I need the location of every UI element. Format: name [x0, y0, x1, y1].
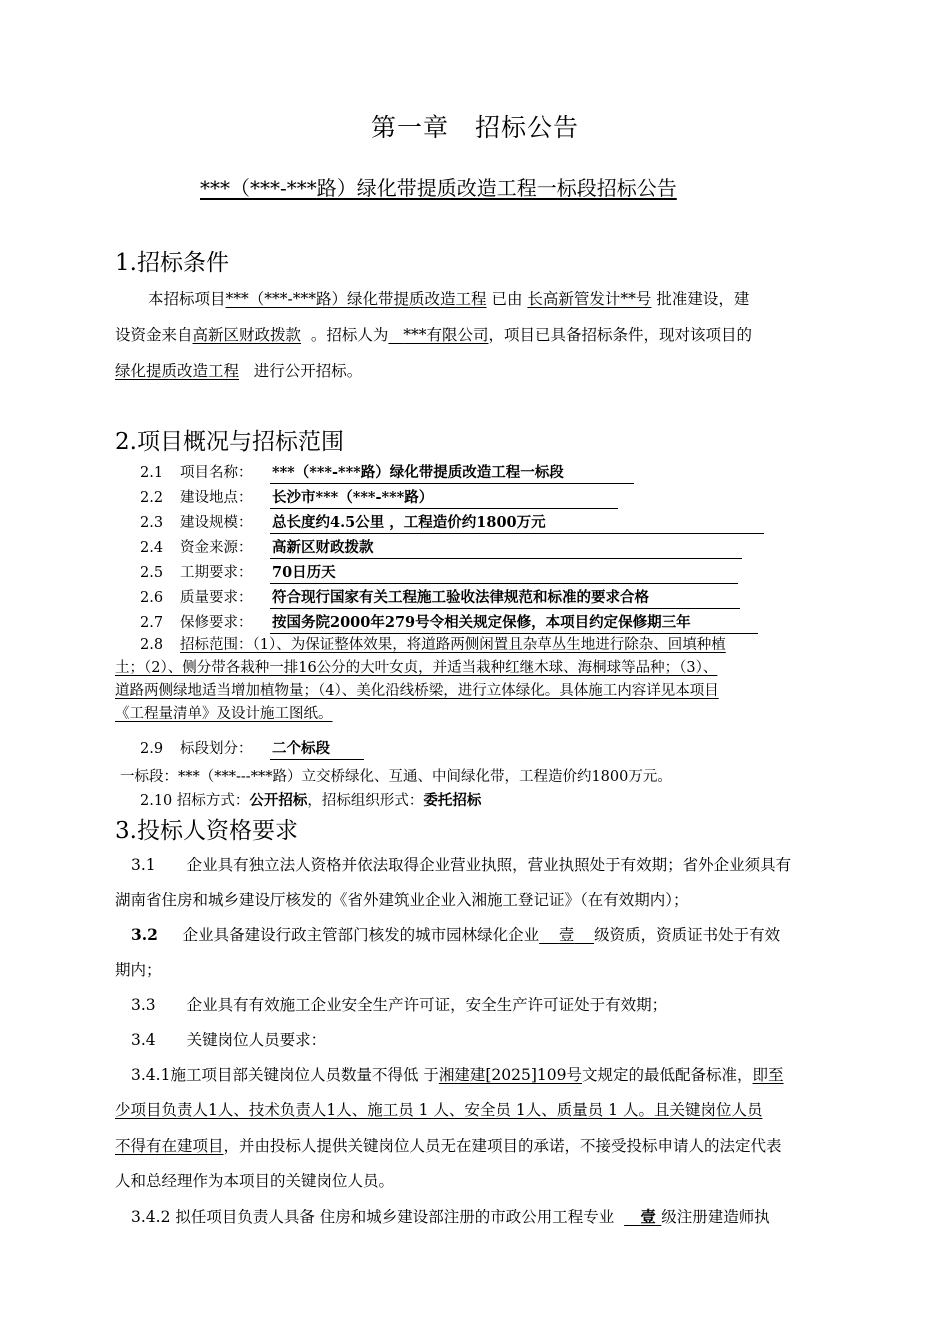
- qualification-3-4-1-line-3: 不得有在建项目，并由投标人提供关键岗位人员无在建项目的承诺，不接受投标申请人的法定代表: [115, 1137, 782, 1155]
- section-1-heading: 1.招标条件: [115, 250, 229, 276]
- bidding-method: 2.10 招标方式：公开招标，招标组织形式：委托招标: [140, 792, 482, 809]
- overview-value: 符合现行国家有关工程施工验收法律规范和标准的要求合格: [270, 589, 740, 609]
- lot-detail: 一标段：***（***---***路）立交桥绿化、互通、中间绿化带，工程造价约1800万元。: [120, 769, 672, 785]
- overview-item: 2.1 项目名称： ***（***-***路）绿化带提质改造工程一标段: [140, 461, 634, 484]
- approval-number-fill: 长高新管发计**号: [527, 290, 652, 308]
- scope-fill: 绿化提质改造工程: [115, 362, 240, 380]
- builder-grade-fill: 壹: [640, 1207, 656, 1226]
- document-title: ***（***-***路）绿化带提质改造工程一标段招标公告: [200, 176, 677, 200]
- project-name-fill: ***（***-***路）绿化带提质改造工程: [225, 290, 487, 308]
- overview-item: 2.3 建设规模： 总长度约4.5公里 ，工程造价约1800万元: [140, 511, 764, 534]
- overview-item: 2.2 建设地点： 长沙市***（***-***路）: [140, 486, 618, 509]
- qualification-3-4-1-line-2: 少项目负责人1人、技术负责人1人、施工员 1 人、安全员 1人、质量员 1 人。且关键岗位人员: [115, 1101, 763, 1119]
- qualification-3-1-line-1: 3.1 企业具有独立法人资格并依法取得企业营业执照，营业执照处于有效期；省外企业须具有: [131, 856, 792, 874]
- overview-value: 70日历天: [270, 564, 738, 584]
- lot-value: 二个标段: [270, 740, 364, 760]
- section-3-heading: 3.投标人资格要求: [115, 818, 298, 844]
- overview-value: 高新区财政拨款: [270, 539, 742, 559]
- qualification-grade-fill: 壹: [558, 926, 575, 944]
- qualification-3-4-2-line-1: 3.4.2 拟任项目负责人具备 住房和城乡建设部注册的市政公用工程专业 壹 级注册建造师执: [131, 1207, 770, 1226]
- overview-item: 2.4 资金来源： 高新区财政拨款: [140, 536, 742, 559]
- section-2-heading: 2.项目概况与招标范围: [115, 429, 344, 455]
- chapter-title: 第一章 招标公告: [370, 113, 579, 142]
- overview-item: 2.7 保修要求： 按国务院2000年279号令相关规定保修，本项目约定保修期三年: [140, 611, 758, 634]
- tenderer-fill: ***有限公司: [403, 326, 489, 344]
- qualification-3-4-1-line-1: 3.4.1施工项目部关键岗位人员数量不得低 于湘建建[2025]109号文规定的最低配备标准，即至: [131, 1066, 784, 1084]
- overview-value: ***（***-***路）绿化带提质改造工程一标段: [270, 464, 634, 484]
- fund-source-fill: 高新区财政拨款: [192, 326, 302, 344]
- qualification-3-1-line-2: 湖南省住房和城乡建设厅核发的《省外建筑业企业入湘施工登记证》（在有效期内）；: [115, 891, 689, 909]
- overview-value: 按国务院2000年279号令相关规定保修，本项目约定保修期三年: [270, 614, 758, 634]
- lot-division: 2.9 标段划分： 二个标段: [140, 737, 364, 760]
- overview-item: 2.5 工期要求： 70日历天: [140, 561, 738, 584]
- section-1-line-2: 设资金来自高新区财政拨款 。招标人为 ***有限公司，项目已具备招标条件，现对该项目的: [115, 326, 752, 344]
- section-1-line-1: 本招标项目***（***-***路）绿化带提质改造工程 已由 长高新管发计**号 批准建设，建: [148, 290, 750, 308]
- qualification-3-4-1-line-4: 人和总经理作为本项目的关键岗位人员。: [115, 1172, 395, 1190]
- qualification-3-2-line-1: 3.2 企业具备建设行政主管部门核发的城市园林绿化企业 壹 级资质，资质证书处于有效: [131, 925, 781, 944]
- section-1-line-3: 绿化提质改造工程 进行公开招标。: [115, 362, 363, 380]
- overview-value: 总长度约4.5公里 ，工程造价约1800万元: [270, 514, 764, 534]
- overview-value: 长沙市***（***-***路）: [270, 489, 618, 509]
- qualification-3-3: 3.3 企业具有有效施工企业安全生产许可证，安全生产许可证处于有效期；: [131, 996, 668, 1014]
- bidding-scope: 2.8 招标范围：（1）、为保证整体效果，将道路两侧闲置且杂草丛生地进行除杂、回填种植 土；（2）、侧分带各栽种一排16公分的大叶女贞，并适当栽种红继木球、海桐球等品种；（3）、 道路两侧绿地适当增加植物量；（4）、美化沿线桥梁，进行立体绿化。具体施工内容详见本项目 《工程量清单》及设计施工图纸。: [115, 637, 726, 722]
- qualification-3-2-line-2: 期内；: [115, 961, 162, 979]
- overview-item: 2.6 质量要求： 符合现行国家有关工程施工验收法律规范和标准的要求合格: [140, 586, 740, 609]
- qualification-3-4: 3.4 关键岗位人员要求：: [131, 1031, 327, 1049]
